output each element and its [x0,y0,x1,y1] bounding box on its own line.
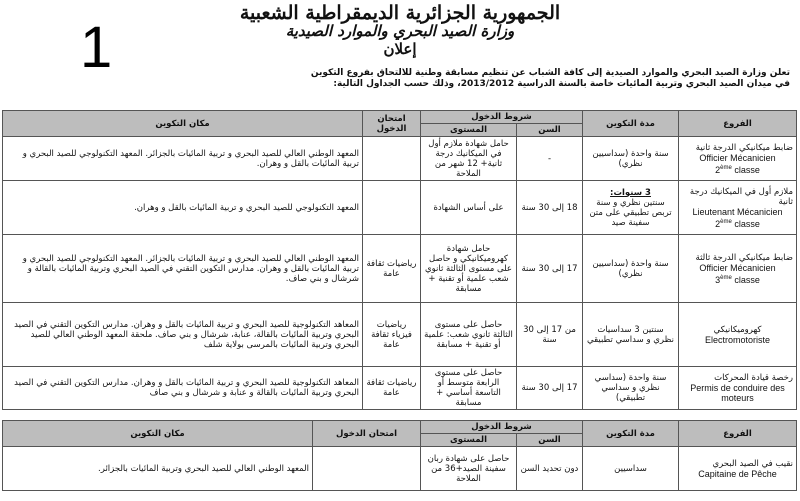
table-row [3,235,797,303]
announcement-title: إعلان [383,40,417,58]
table-row [3,367,797,410]
branch-fr: Officier Mécanicien 3ème classe [699,262,776,285]
place-cell: المعاهد التكنولوجية للصيد البحري و تربية المائيات بالقل و وهران. مدارس التكوين التقني في الصيد البحري وتربية المائيات بالقالة و عنابة و شرشال و بني صاف [3,367,363,410]
intro-line-1: تعلن وزارة الصيد البحري والموارد الصيدية إلى كافة الشباب عن تنظيم مسابقة وطنية للالتحاق بفروع التكوين [310,68,790,78]
age-cell: دون تحديد السن [517,447,583,491]
level-cell: حاصل على مستوى الثالثة ثانوي شعب: علمية أو تقنية + مسابقة [421,303,517,367]
duration-cell: سنة واحدة (سداسيين نظري) [583,235,679,303]
duration-detail: سنتين نظري و سنة تربص تطبيقي على متن سفينة صيد [589,197,672,228]
exam-cell: رياضيات ثقافة عامة [363,367,421,410]
intro-line-2: في ميدان الصيد البحري وتربية المائيات خاصة بالسنة الدراسية 2013/2012، وذلك حسب الجداول التالية: [333,79,790,89]
duration-cell: سنة واحدة (سداسي نظري و سداسي تطبيقي) [583,367,679,410]
header-duration: مدة التكوين [583,421,679,447]
branch-ar: كهروميكانيكي [713,324,762,335]
place-cell: المعاهد التكنولوجية للصيد البحري و تربية المائيات بالقل و وهران. مدارس التكوين التقني في الصيد البحري وتربية المائيات بالقالة، عنابة، شرشال و بني صاف. ملحقة المعهد الوطني العالي للصيد البحري وتربية المائيات بالمرسى بولاية شلف [3,303,363,367]
duration-cell: سداسيين [583,447,679,491]
exam-cell [313,447,421,491]
header-level: المستوى [421,124,517,137]
table-row [3,137,797,181]
training-table-1 [2,110,797,410]
age-cell: 17 إلى 30 سنة [517,367,583,410]
place-cell: المعهد الوطني العالي للصيد البحري و تربية المائيات بالجزائر. المعهد التكنولوجي للصيد البحري و تربية المائيات بالقل و وهران. مدارس التكوين التقني في الصيد البحري وتربية المائيات بالقالة و شرشال و بني صاف. [3,235,363,303]
level-cell: على أساس الشهادة [421,181,517,235]
branch-fr: Capitaine de Pêche [698,468,777,479]
table-row [3,181,797,235]
table-row [3,303,797,367]
branch-cell [679,235,797,303]
header-place: مكان التكوين [3,111,363,137]
header-age: السن [517,434,583,447]
place-cell: المعهد الوطني العالي للصيد البحري و تربية المائيات بالجزائر. المعهد التكنولوجي للصيد البحري و تربية المائيات بالقل و وهران. [3,137,363,181]
branch-fr: Electromotoriste [704,334,771,345]
branch-fr: Officier Mécanicien 2ème classe [699,152,776,175]
header-place: مكان التكوين [3,421,313,447]
header-exam: امتحان الدخول [313,421,421,447]
training-table-2 [2,420,797,491]
header-conditions: شروط الدخول [421,421,583,434]
branch-cell [679,367,797,410]
place-cell: المعهد الوطني العالي للصيد البحري وتربية المائيات بالجزائر. [3,447,313,491]
duration-cell: سنة واحدة (سداسيين نظري) [583,137,679,181]
intro-text [170,68,790,90]
exam-cell: رياضيات ثقافة عامة [363,235,421,303]
ministry-title: وزارة الصيد البحري والموارد الصيدية [285,22,515,40]
branch-fr: Lieutenant Mécanicien 2ème classe [692,206,783,229]
exam-cell [363,181,421,235]
duration-cell [583,181,679,235]
page-number: 1 [80,15,113,80]
header-branch: الفروع [679,111,797,137]
branch-cell [679,303,797,367]
level-cell: حاصل على مستوى الرابعة متوسط أو التاسعة أساسي + مسابقة [421,367,517,410]
branch-ar: ملازم أول في الميكانيك درجة ثانية [689,186,793,207]
header-conditions: شروط الدخول [421,111,583,124]
branch-cell [679,447,797,491]
duration-cell: سنتين 3 سداسيات نظري و سداسي تطبيقي [583,303,679,367]
table-row [3,447,797,491]
header-duration: مدة التكوين [583,111,679,137]
exam-cell [363,137,421,181]
duration-title: 3 سنوات: [610,187,651,198]
branch-ar: ضابط ميكانيكي الدرجة ثالثة [695,252,793,263]
level-cell: حاصل على شهادة ربان سفينة الصيد+36 من الملاحة [421,447,517,491]
republic-title: الجمهورية الجزائرية الديمقراطية الشعبية [239,2,561,24]
header-exam: امتحان الدخول [363,111,421,137]
branch-ar: ضابط ميكانيكي الدرجة ثانية [695,142,793,153]
header-age: السن [517,124,583,137]
branch-cell [679,181,797,235]
branch-ar: نقيب في الصيد البحري [712,458,793,469]
age-cell: 17 إلى 30 سنة [517,235,583,303]
age-cell: من 17 إلى 30 سنة [517,303,583,367]
place-cell: المعهد التكنولوجي للصيد البحري و تربية المائيات بالقل و وهران. [3,181,363,235]
level-cell: حامل شهادة ملازم أول في الميكانيك درجة ثانية+ 12 شهر من الملاحة [421,137,517,181]
header-branch: الفروع [679,421,797,447]
exam-cell: رياضيات فيزياء ثقافة عامة [363,303,421,367]
branch-fr: Permis de conduire des moteurs [690,383,785,403]
level-cell: حامل شهادة كهروميكانيكي و حاصل على مستوى الثالثة ثانوي شعب علمية أو تقنية + مسابقة [421,235,517,303]
age-cell: - [517,137,583,181]
header-level: المستوى [421,434,517,447]
announcement-header [0,0,800,90]
age-cell: 18 إلى 30 سنة [517,181,583,235]
branch-cell [679,137,797,181]
branch-ar: رخصة قيادة المحركات [714,373,793,383]
